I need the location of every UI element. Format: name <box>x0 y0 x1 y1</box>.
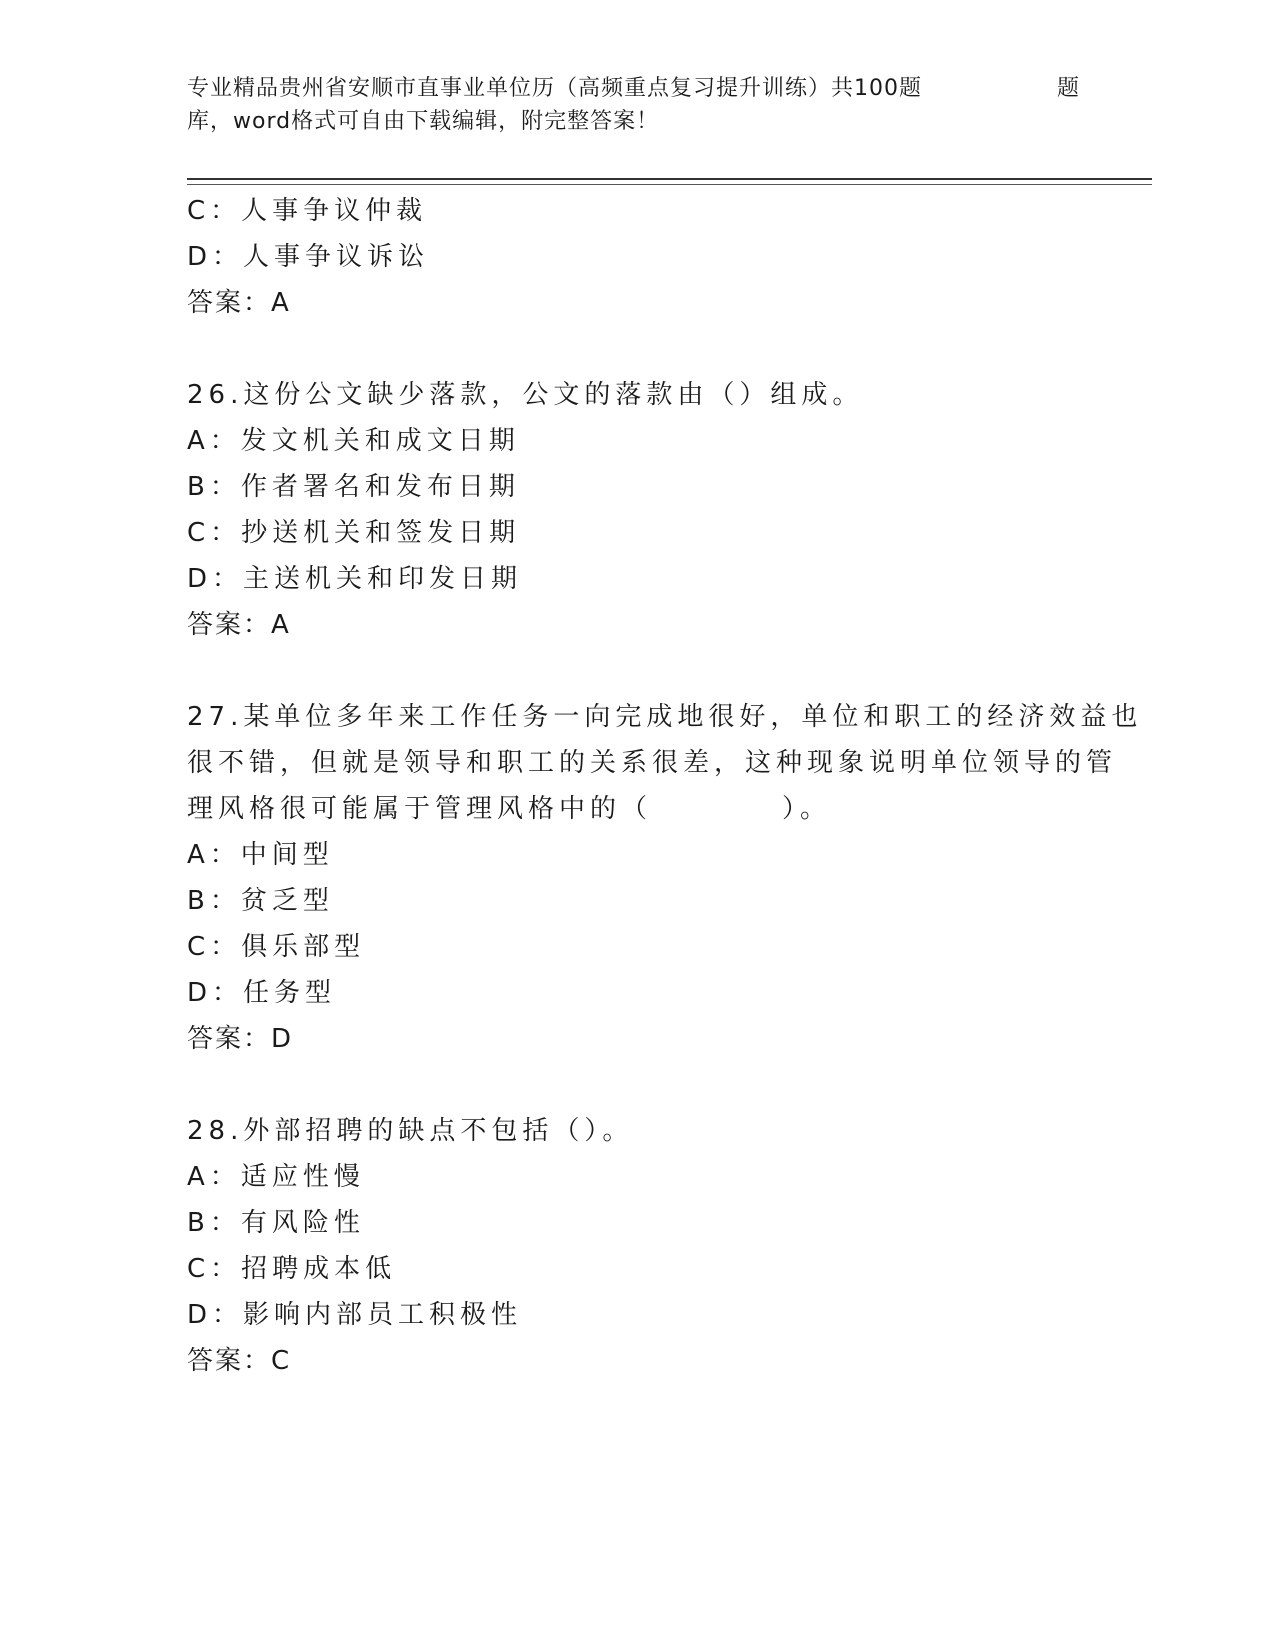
question-26 <box>187 372 1087 648</box>
option-a: A：发文机关和成文日期 <box>187 426 520 456</box>
stem-line-3 <box>187 786 1087 832</box>
option-c: C：抄送机关和签发日期 <box>187 518 521 548</box>
option-d: D：人事争议诉讼 <box>187 242 430 272</box>
question-27 <box>187 694 1143 1062</box>
option-a: A：中间型 <box>187 840 334 870</box>
option-a: A：适应性慢 <box>187 1162 365 1192</box>
answer-line: 答案：A <box>187 610 291 640</box>
question-25-continued <box>187 188 1087 326</box>
option-c: C：人事争议仲裁 <box>187 196 428 226</box>
option-b: B：贫乏型 <box>187 886 334 916</box>
question-stem: 26.这份公文缺少落款，公文的落款由（）组成。 <box>187 380 864 410</box>
answer-line: 答案：D <box>187 1024 294 1054</box>
answer-line: 答案：A <box>187 288 291 318</box>
header-line-1 <box>187 72 1087 105</box>
question-28 <box>187 1108 1087 1384</box>
header-divider-thin <box>187 184 1152 185</box>
option-c: C：招聘成本低 <box>187 1254 397 1284</box>
stem-line-3-end: ）。 <box>782 794 832 824</box>
question-stem: 28.外部招聘的缺点不包括（）。 <box>187 1116 634 1146</box>
option-b: B：有风险性 <box>187 1208 365 1238</box>
header-line-2: 库，word格式可自由下载编辑，附完整答案！ <box>187 109 660 134</box>
document-header <box>187 72 1087 138</box>
stem-line-3-start: 理风格很可能属于管理风格中的（ <box>187 794 653 824</box>
question-list <box>187 188 1143 1430</box>
option-d: D：影响内部员工积极性 <box>187 1300 523 1330</box>
header-title-tail: 题 <box>1057 76 1081 101</box>
stem-line-2: 很不错，但就是领导和职工的关系很差，这种现象说明单位领导的管 <box>187 748 1118 778</box>
header-divider-thick <box>187 178 1152 180</box>
option-c: C：俱乐部型 <box>187 932 366 962</box>
answer-line: 答案：C <box>187 1346 292 1376</box>
question-stem <box>187 694 1143 832</box>
option-d: D：主送机关和印发日期 <box>187 564 523 594</box>
option-d: D：任务型 <box>187 978 337 1008</box>
option-b: B：作者署名和发布日期 <box>187 472 520 502</box>
stem-line-1: 27.某单位多年来工作任务一向完成地很好，单位和职工的经济效益也 <box>187 702 1143 732</box>
header-title: 专业精品贵州省安顺市直事业单位历（高频重点复习提升训练）共100题 <box>187 76 922 101</box>
